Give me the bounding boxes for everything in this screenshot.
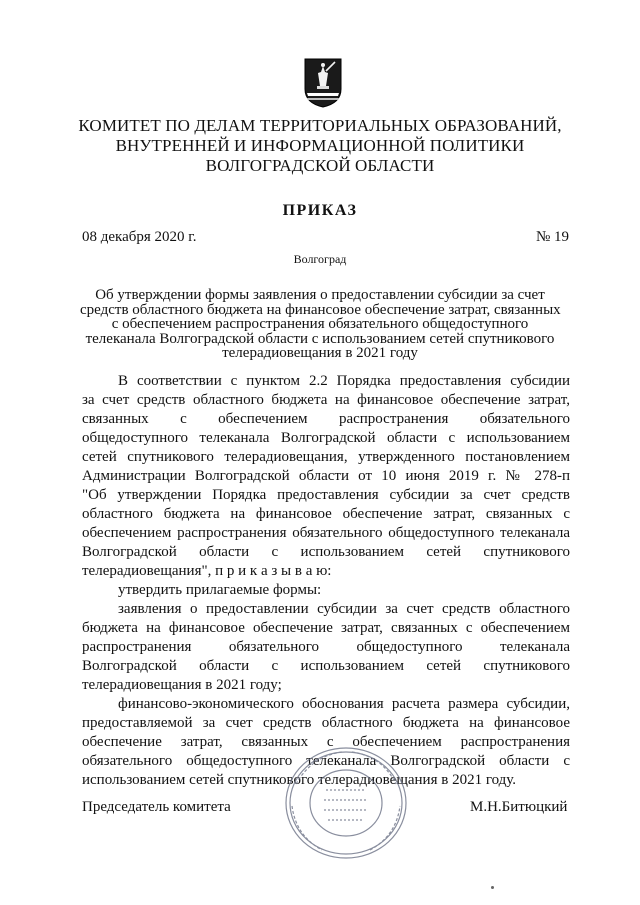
subject-line: Об утверждении формы заявления о предоставлении субсидии за счет: [95, 287, 545, 303]
body-line: телерадиовещания", п р и к а з ы в а ю:: [82, 563, 332, 579]
order-date: 08 декабря 2020 г.: [82, 229, 197, 245]
signatory-name: М.Н.Битюцкий: [470, 799, 568, 815]
body-line: обеспечением распространения обязательного общедоступного телеканала: [82, 525, 570, 541]
order-city: Волгоград: [293, 252, 347, 266]
body-line: финансово-экономического обоснования расчета размера субсидии,: [118, 696, 570, 712]
body-line: общедоступного телеканала Волгоградской области с использованием: [82, 430, 570, 446]
body-line: за счет средств областного бюджета на финансовое обеспечение затрат,: [82, 392, 570, 408]
body-line: областного бюджета на финансовое обеспечение затрат, связанных с: [82, 506, 570, 522]
committee-name-line: КОМИТЕТ ПО ДЕЛАМ ТЕРРИТОРИАЛЬНЫХ ОБРАЗОВАНИЙ,: [78, 116, 562, 135]
official-seal-icon: [282, 744, 410, 862]
subject-line: средств областного бюджета на финансовое обеспечение затрат, связанных: [80, 301, 561, 318]
body-line: предоставляемой за счет средств областного бюджета на финансовое: [82, 715, 570, 731]
subject-line: телерадиовещания в 2021 году: [222, 345, 418, 362]
body-line: использованием сетей спутникового телерадиовещания в 2021 году.: [82, 772, 517, 788]
committee-name-line: ВОЛГОГРАДСКОЙ ОБЛАСТИ: [205, 156, 435, 175]
body-line: Волгоградской области с использованием сетей спутникового: [82, 544, 570, 560]
committee-name: [60, 116, 580, 176]
body-line: "Об утверждении Порядка предоставления субсидии за счет средств: [82, 487, 570, 503]
order-subject: [80, 288, 560, 361]
body-line: Волгоградской области с использованием сетей спутникового: [82, 658, 570, 674]
scan-speck: [491, 886, 494, 889]
volgograd-coat-of-arms-icon: [304, 58, 342, 108]
body-line: сетей спутникового телерадиовещания, утвержденного постановлением: [82, 449, 570, 465]
document-title: ПРИКАЗ: [282, 202, 358, 219]
body-line: связанных с обеспечением распространения обязательного: [82, 411, 570, 427]
body-line: распространения обязательного общедоступного телеканала: [82, 639, 570, 655]
body-line: бюджета на финансовое обеспечение затрат, связанных с обеспечением: [82, 620, 570, 636]
signatory-position: Председатель комитета: [82, 799, 231, 815]
subject-line: телеканала Волгоградской области с использованием сетей спутникового: [85, 330, 555, 347]
body-line: Администрации Волгоградской области от 10 июня 2019 г. № 278-п: [82, 468, 570, 484]
subject-line: с обеспечением распространения обязательного общедоступного: [111, 316, 529, 333]
body-line: заявления о предоставлении субсидии за счет средств областного: [118, 601, 570, 617]
body-line: В соответствии с пунктом 2.2 Порядка предоставления субсидии: [118, 373, 570, 389]
order-number: № 19: [536, 229, 570, 245]
body-line: обеспечение затрат, связанных с обеспечением распространения: [82, 734, 570, 750]
body-line: телерадиовещания в 2021 году;: [82, 677, 282, 693]
committee-name-line: ВНУТРЕННЕЙ И ИНФОРМАЦИОННОЙ ПОЛИТИКИ: [115, 136, 525, 155]
body-line: обязательного общедоступного телеканала Волгоградской области с: [82, 753, 570, 769]
body-line: утвердить прилагаемые формы:: [118, 582, 322, 598]
